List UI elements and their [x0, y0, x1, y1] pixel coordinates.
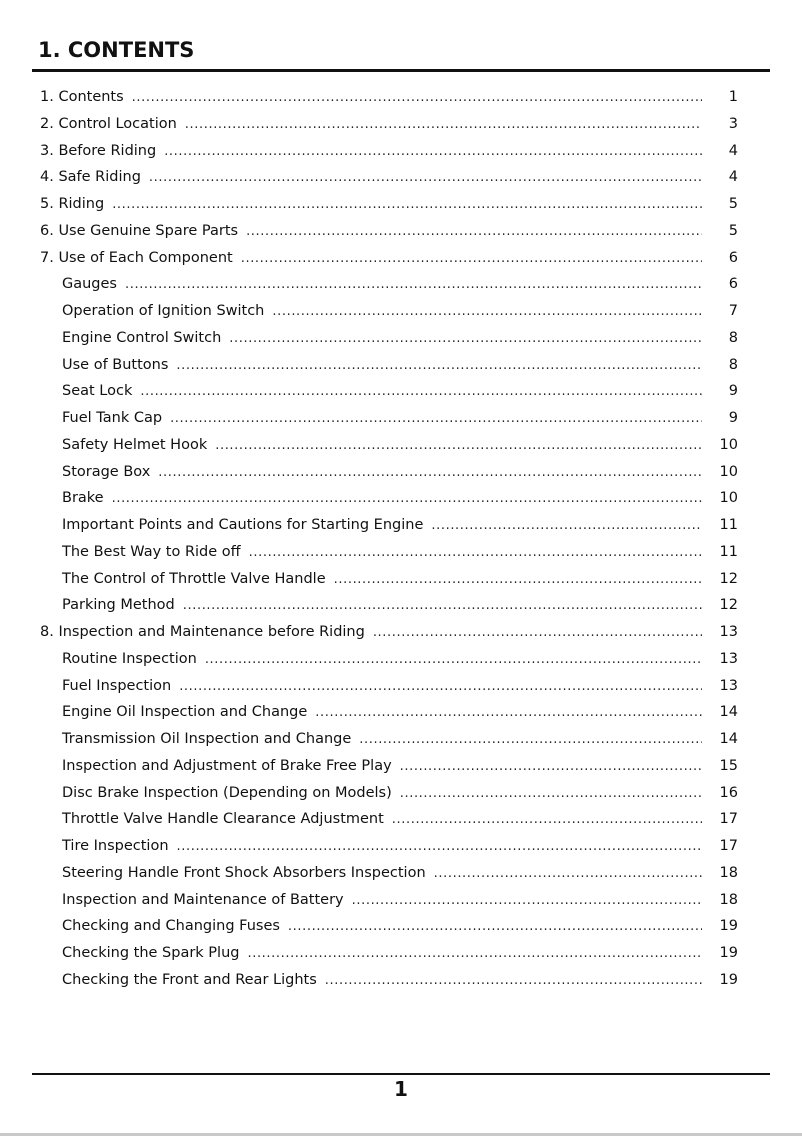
toc-dot-leader — [431, 513, 702, 539]
toc-dot-leader — [272, 299, 702, 325]
toc-dot-leader — [325, 968, 702, 994]
toc-entry[interactable] — [0, 245, 802, 272]
toc-entry-page: 13 — [719, 624, 738, 640]
toc-entry-page: 6 — [728, 276, 738, 293]
toc-dot-leader — [352, 888, 702, 914]
toc-entry-page: 8 — [728, 356, 738, 373]
toc-entry-title: Checking the Front and Rear Lights — [62, 971, 317, 988]
toc-dot-leader — [125, 272, 702, 298]
toc-entry-page: 19 — [719, 971, 738, 988]
toc-dot-leader — [392, 807, 702, 833]
toc-dot-leader — [112, 192, 702, 218]
toc-subentry[interactable] — [0, 298, 802, 325]
toc-entry-title: 1. Contents — [40, 89, 124, 105]
toc-dot-leader — [400, 781, 702, 807]
toc-entry[interactable] — [0, 111, 802, 138]
toc-entry-page: 18 — [719, 891, 738, 908]
toc-entry-title: Checking and Changing Fuses — [62, 918, 280, 935]
toc-entry-title: 8. Inspection and Maintenance before Riding — [40, 624, 365, 640]
toc-entry-page: 11 — [719, 517, 738, 533]
toc-subentry[interactable] — [0, 940, 802, 967]
toc-entry-title: Fuel Inspection — [62, 677, 172, 694]
toc-entry-page: 10 — [719, 436, 738, 453]
toc-entry-page: 4 — [728, 169, 738, 186]
toc-entry-title: Routine Inspection — [62, 650, 197, 667]
toc-entry-title: Steering Handle Front Shock Absorbers Inspection — [62, 864, 426, 881]
footer-rule — [32, 1073, 770, 1075]
toc-entry-title: Inspection and Adjustment of Brake Free Play — [62, 757, 392, 774]
toc-subentry[interactable] — [0, 325, 802, 352]
toc-entry-page: 17 — [719, 811, 738, 828]
toc-entry-title: 6. Use Genuine Spare Parts — [40, 222, 239, 239]
toc-dot-leader — [170, 406, 702, 432]
toc-dot-leader — [229, 326, 702, 352]
toc-subentry[interactable] — [0, 566, 802, 593]
toc-entry-title: Use of Buttons — [62, 356, 169, 373]
toc-entry-page: 13 — [719, 677, 738, 694]
toc-subentry[interactable] — [0, 673, 802, 700]
toc-subentry[interactable] — [0, 806, 802, 833]
toc-entry-page: 10 — [719, 490, 738, 507]
toc-subentry[interactable] — [0, 459, 802, 486]
toc-entry-page: 10 — [719, 463, 738, 480]
toc-subentry[interactable] — [0, 485, 802, 512]
toc-entry[interactable] — [0, 138, 802, 165]
header-rule — [32, 69, 770, 72]
toc-entry-title: 5. Riding — [40, 196, 105, 212]
toc-entry-title: Throttle Valve Handle Clearance Adjustment — [62, 811, 384, 828]
toc-dot-leader — [246, 219, 702, 245]
toc-entry[interactable] — [0, 191, 802, 218]
toc-entry-page: 12 — [719, 597, 738, 614]
toc-dot-leader — [247, 941, 702, 967]
toc-entry-page: 12 — [719, 570, 738, 587]
toc-dot-leader — [183, 593, 702, 619]
toc-subentry[interactable] — [0, 860, 802, 887]
toc-entry-title: Disc Brake Inspection (Depending on Models) — [62, 784, 392, 801]
toc-entry-page: 14 — [719, 704, 738, 721]
toc-entry-title: Gauges — [62, 276, 117, 293]
toc-subentry[interactable] — [0, 539, 802, 566]
toc-entry-title: Important Points and Cautions for Starting Engine — [62, 517, 424, 533]
toc-subentry[interactable] — [0, 780, 802, 807]
table-of-contents — [0, 84, 802, 994]
page-number: 1 — [394, 1077, 408, 1101]
toc-entry-title: The Best Way to Ride off — [62, 543, 241, 560]
toc-subentry[interactable] — [0, 913, 802, 940]
page-title: 1. CONTENTS — [38, 38, 195, 62]
toc-entry-title: 4. Safe Riding — [40, 169, 141, 186]
toc-entry-page: 7 — [728, 303, 738, 319]
toc-dot-leader — [315, 700, 702, 726]
toc-subentry[interactable] — [0, 378, 802, 405]
toc-subentry[interactable] — [0, 753, 802, 780]
toc-dot-leader — [149, 165, 702, 191]
toc-entry-title: Storage Box — [62, 463, 151, 480]
toc-entry-page: 19 — [719, 945, 738, 961]
toc-entry-title: The Control of Throttle Valve Handle — [62, 570, 326, 587]
toc-entry-title: Transmission Oil Inspection and Change — [62, 731, 352, 747]
toc-subentry[interactable] — [0, 405, 802, 432]
toc-subentry[interactable] — [0, 271, 802, 298]
toc-subentry[interactable] — [0, 726, 802, 753]
toc-subentry[interactable] — [0, 352, 802, 379]
toc-dot-leader — [215, 433, 702, 459]
toc-subentry[interactable] — [0, 833, 802, 860]
toc-entry-title: Safety Helmet Hook — [62, 436, 208, 453]
toc-subentry[interactable] — [0, 592, 802, 619]
toc-subentry[interactable] — [0, 967, 802, 994]
toc-entry-title: 7. Use of Each Component — [40, 249, 233, 266]
toc-dot-leader — [241, 246, 702, 272]
toc-dot-leader — [140, 379, 702, 405]
toc-entry-title: Checking the Spark Plug — [62, 945, 240, 961]
toc-dot-leader — [185, 112, 702, 138]
toc-entry-page: 8 — [728, 329, 738, 346]
toc-entry-title: Fuel Tank Cap — [62, 410, 163, 426]
toc-dot-leader — [176, 353, 702, 379]
toc-entry-page: 6 — [728, 249, 738, 266]
toc-dot-leader — [400, 754, 702, 780]
toc-entry-page: 13 — [719, 650, 738, 667]
toc-entry-page: 9 — [728, 410, 738, 426]
toc-dot-leader — [288, 914, 702, 940]
toc-entry[interactable] — [0, 84, 802, 111]
toc-entry-page: 14 — [719, 731, 738, 747]
toc-entry-title: Inspection and Maintenance of Battery — [62, 891, 344, 908]
toc-dot-leader — [249, 540, 702, 566]
toc-entry-title: Parking Method — [62, 597, 175, 614]
toc-entry-title: Engine Control Switch — [62, 329, 222, 346]
toc-entry-title: Operation of Ignition Switch — [62, 303, 265, 319]
toc-subentry[interactable] — [0, 646, 802, 673]
toc-entry[interactable] — [0, 218, 802, 245]
toc-entry-title: Brake — [62, 490, 104, 507]
toc-dot-leader — [177, 834, 702, 860]
toc-entry-page: 5 — [728, 196, 738, 212]
toc-dot-leader — [359, 727, 702, 753]
toc-dot-leader — [334, 567, 702, 593]
toc-dot-leader — [158, 460, 702, 486]
toc-subentry[interactable] — [0, 699, 802, 726]
toc-dot-leader — [132, 85, 702, 111]
toc-entry-page: 4 — [728, 142, 738, 159]
toc-entry-page: 15 — [719, 757, 738, 774]
toc-dot-leader — [205, 647, 702, 673]
toc-entry-page: 3 — [728, 115, 738, 132]
toc-entry[interactable] — [0, 164, 802, 191]
toc-dot-leader — [164, 139, 702, 165]
toc-dot-leader — [112, 486, 702, 512]
toc-dot-leader — [179, 674, 702, 700]
toc-dot-leader — [434, 861, 702, 887]
toc-subentry[interactable] — [0, 512, 802, 539]
toc-entry-title: 2. Control Location — [40, 115, 177, 132]
toc-entry-title: Engine Oil Inspection and Change — [62, 704, 308, 721]
toc-entry[interactable] — [0, 619, 802, 646]
toc-subentry[interactable] — [0, 887, 802, 914]
toc-dot-leader — [373, 620, 702, 646]
toc-entry-title: 3. Before Riding — [40, 142, 157, 159]
toc-entry-page: 1 — [728, 89, 738, 105]
toc-subentry[interactable] — [0, 432, 802, 459]
toc-entry-page: 9 — [728, 383, 738, 400]
toc-entry-page: 11 — [719, 543, 738, 560]
toc-entry-page: 18 — [719, 864, 738, 881]
toc-entry-title: Seat Lock — [62, 383, 133, 400]
toc-entry-page: 16 — [719, 784, 738, 801]
toc-entry-page: 19 — [719, 918, 738, 935]
toc-entry-title: Tire Inspection — [62, 838, 169, 854]
toc-entry-page: 17 — [719, 838, 738, 854]
toc-entry-page: 5 — [728, 222, 738, 239]
